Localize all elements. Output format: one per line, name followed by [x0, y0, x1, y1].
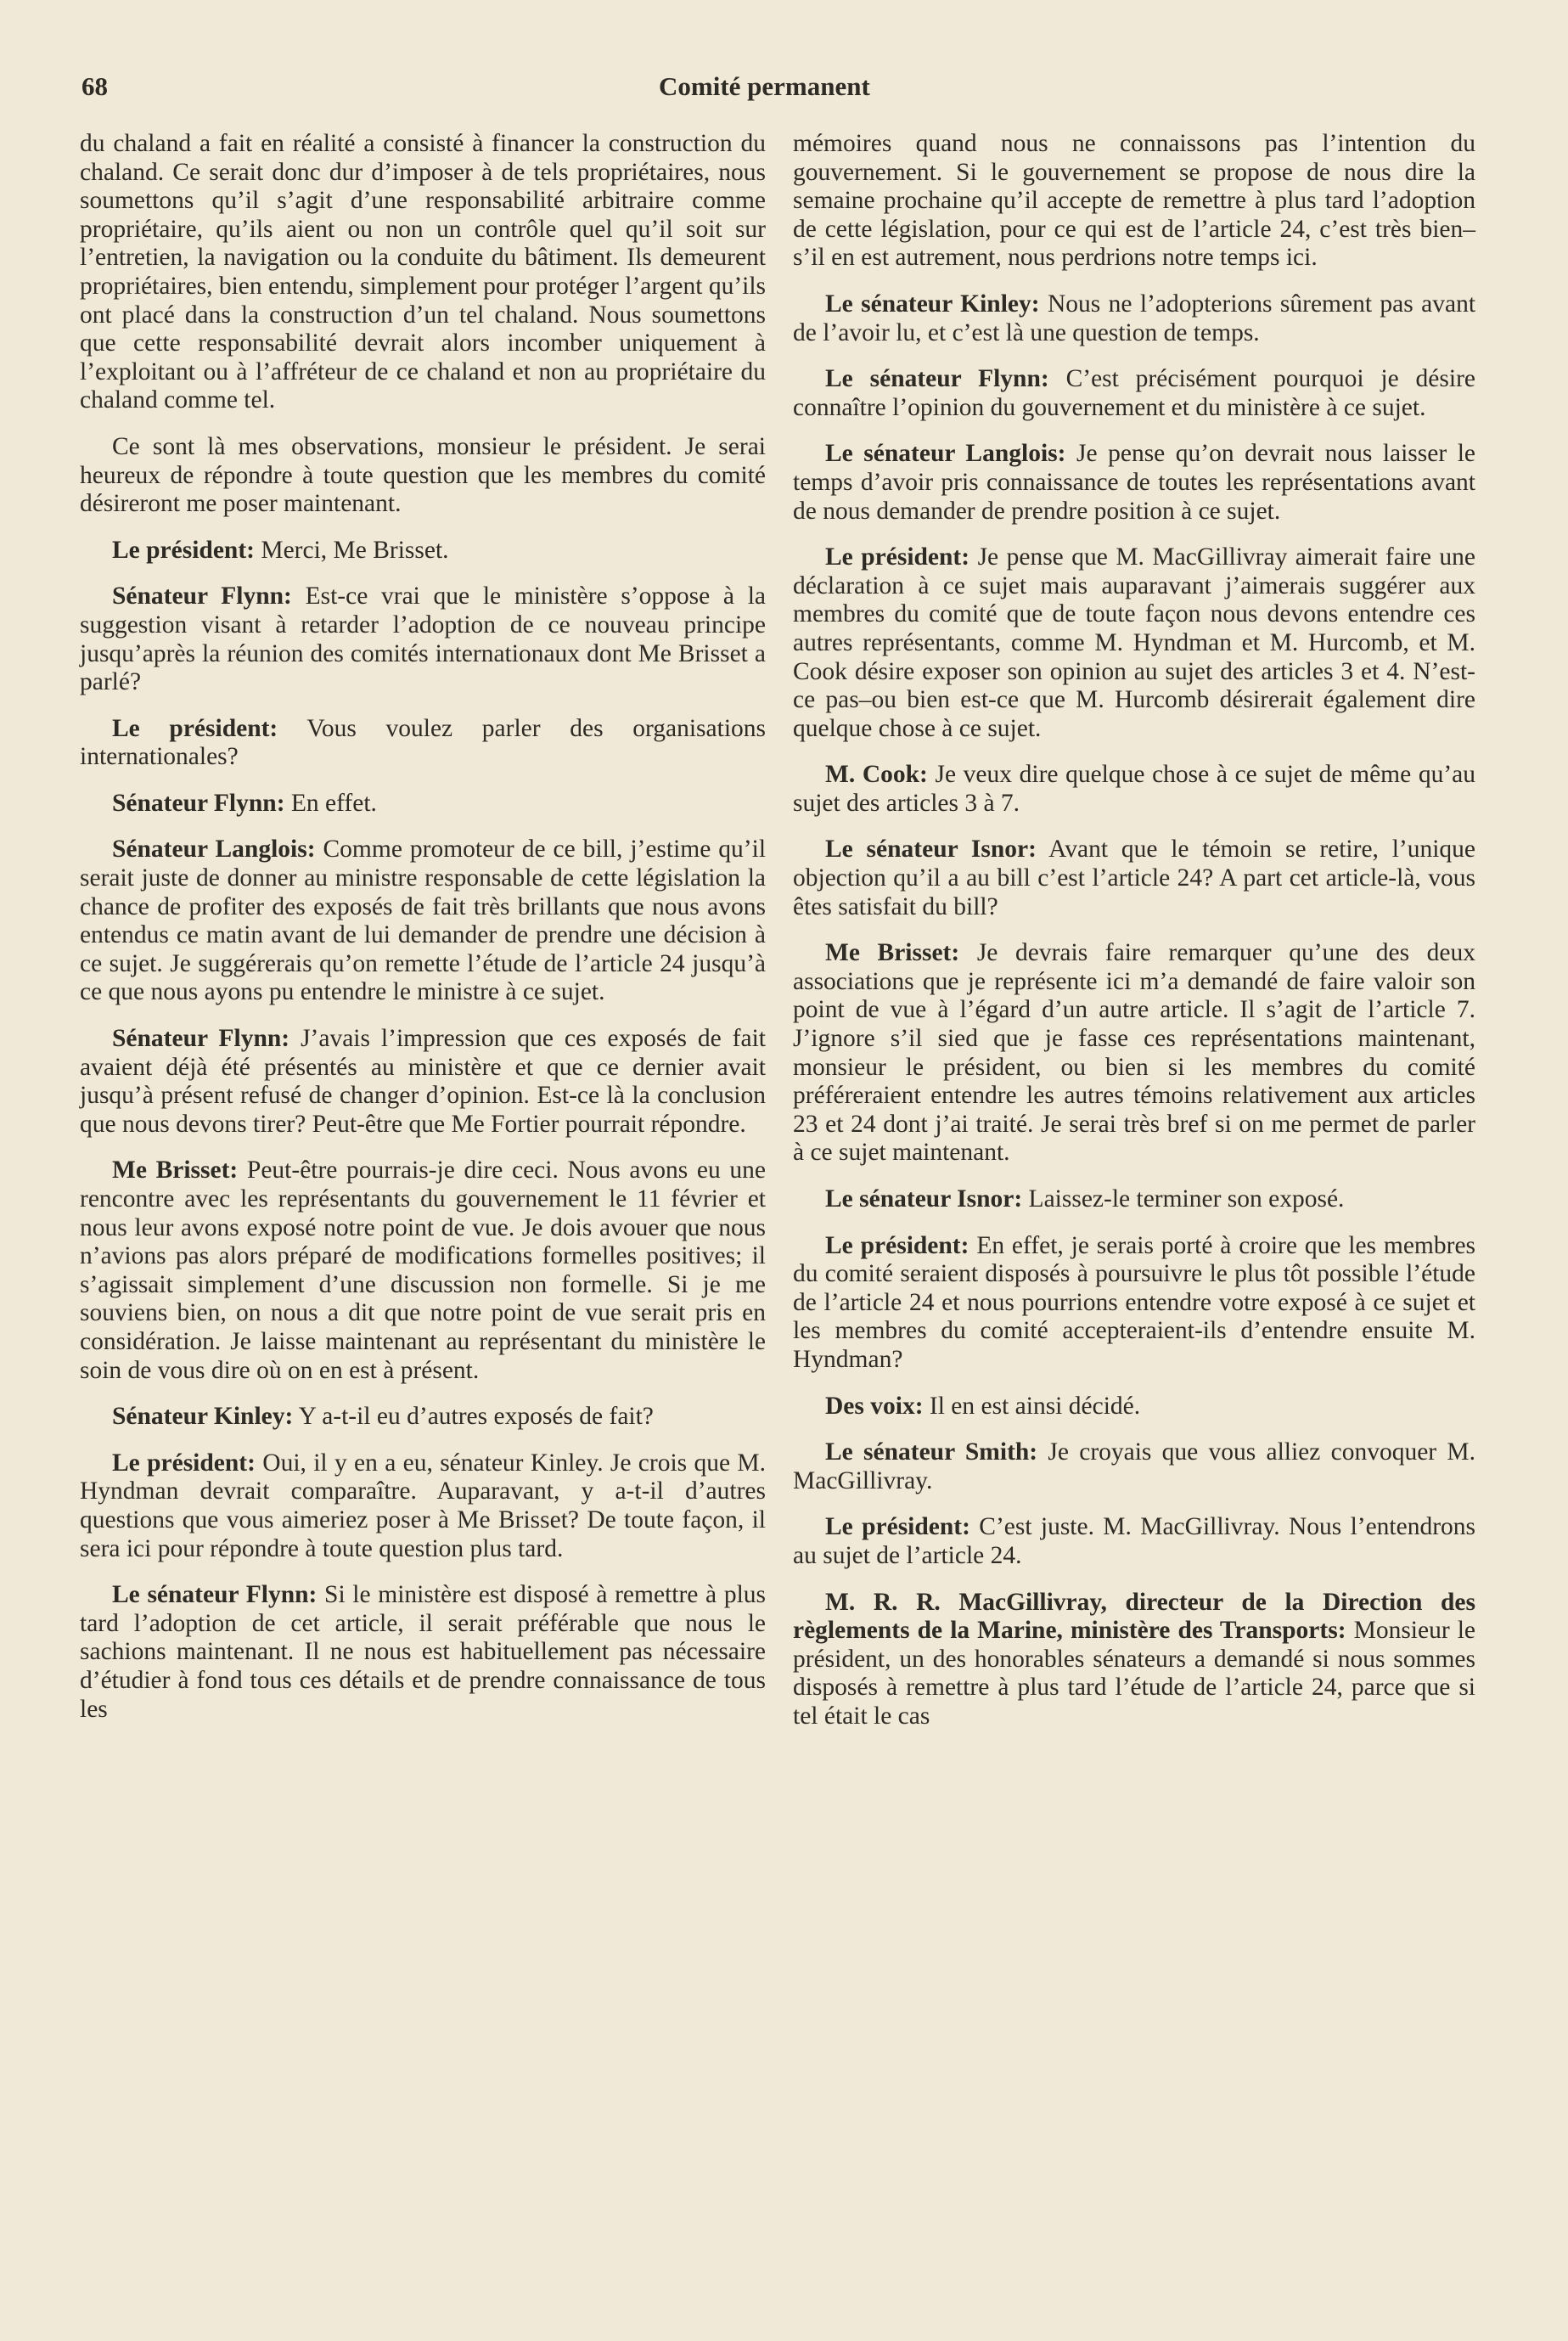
speaker-name: Sénateur Langlois:	[112, 836, 316, 864]
speaker-name: Le sénateur Isnor:	[825, 1185, 1023, 1213]
paragraph	[793, 1185, 1475, 1214]
paragraph	[80, 836, 766, 1007]
paragraph	[80, 130, 766, 415]
paragraph	[80, 433, 766, 519]
speaker-name: Le président:	[825, 1231, 969, 1259]
paragraph-text: Est-ce vrai que le ministère s’oppose à la suggestion visant à retarder l’adoption de ce nouveau principe jusqu’après la réunion des comités internationaux dont Me Brisset a parlé?	[80, 582, 767, 696]
speaker-name: Le sénateur Isnor:	[825, 836, 1037, 864]
paragraph-text: Peut-être pourrais-je dire ceci. Nous avons eu une rencontre avec les représentants du gouvernement le 11 février et nous leur avons exposé notre point de vue. Je dois avouer que nous n’avions pas alors préparé de modifications formelles positives; il s’agissait simplement d’une discussion non formelle. Si je me souviens bien, on nous a dit que notre point de vue serait pris en considération. Je laisse maintenant au représentant du ministère le soin de vous dire où on en est à présent.	[80, 1156, 766, 1384]
speaker-name: Le sénateur Kinley:	[825, 290, 1040, 318]
paragraph-text: Ce sont là mes observations, monsieur le président. Je serai heureux de répondre à toute question que les membres du comité désireront me poser maintenant.	[80, 432, 766, 518]
paragraph	[793, 1393, 1475, 1421]
paragraph-text: Je croyais que vous alliez convoquer M. MacGillivray.	[793, 1438, 1475, 1494]
paragraph-text: Je pense qu’on devrait nous laisser le temps d’avoir pris connaissance de toutes les représentations avant de nous demander de prendre position à ce sujet.	[793, 440, 1475, 525]
paragraph-text: J’avais l’impression que ces exposés de fait avaient déjà été présentés au ministère et que ce dernier avait jusqu’à présent refusé de changer d’opinion. Est-ce là la conclusion que nous devons tirer? Peut-être que Me Fortier pourrait répondre.	[80, 1025, 766, 1138]
running-title: Comité permanent	[659, 71, 870, 101]
page-header	[81, 71, 1482, 110]
paragraph	[793, 761, 1475, 818]
paragraph-text: Je devrais faire remarquer qu’une des deux associations que je représente ici m’a demandé de faire valoir son point de vue à l’égard d’un autre article. Il s’agit de l’article 7. J’ignore s’il sied que je fasse ces représentations maintenant, monsieur le président, ou bien si les membres du comité préféreraient entendre les autres témoins relativement aux articles 23 et 24 dont j’ai traité. Je serai très bref si on me permet de parler à ce sujet maintenant.	[793, 939, 1476, 1167]
paragraph-text: En effet, je serais porté à croire que les membres du comité seraient disposés à poursuivre le plus tôt possible l’étude de l’article 24 et nous pourrions entendre votre exposé à ce sujet et les membres du comité accepteraient-ils d’entendre ensuite M. Hyndman?	[793, 1231, 1476, 1373]
speaker-name: Sénateur Flynn:	[112, 582, 292, 611]
paragraph	[793, 365, 1475, 422]
paragraph	[793, 1513, 1475, 1570]
paragraph-text: Nous ne l’adopterions sûrement pas avant de l’avoir lu, et c’est là une question de temps.	[793, 290, 1476, 346]
paragraph	[80, 1025, 766, 1139]
paragraph	[793, 440, 1475, 526]
paragraph	[80, 790, 766, 819]
paragraph	[793, 836, 1475, 921]
paragraph	[793, 130, 1475, 273]
paragraph	[793, 1438, 1475, 1495]
paragraph-text: mémoires quand nous ne connaissons pas l’intention du gouvernement. Si le gouvernement se propose de nous dire la semaine prochaine qu’il accepte de remettre à plus tard l’adoption de cette législation, pour ce qui est de l’article 24, c’est très bien–s’il en est autrement, nous perdrions notre temps ici.	[793, 130, 1475, 272]
speaker-name: Sénateur Flynn:	[112, 1025, 290, 1053]
paragraph	[80, 1403, 766, 1432]
speaker-name: Le sénateur Flynn:	[825, 365, 1049, 393]
page-number: 68	[81, 71, 108, 101]
speaker-name: M. Cook:	[825, 761, 928, 789]
paragraph	[80, 1581, 766, 1724]
paragraph	[793, 290, 1475, 347]
speaker-name: Le président:	[825, 1513, 970, 1541]
left-column	[80, 130, 766, 1742]
speaker-name: Sénateur Flynn:	[112, 789, 285, 817]
speaker-name: M. R. R. MacGillivray, directeur de la Direction des règlements de la Marine, ministère des Transports:	[793, 1588, 1475, 1645]
paragraph-text: Je pense que M. MacGillivray aimerait faire une déclaration à ce sujet mais auparavant j’aimerais suggérer aux membres du comité que de toute façon nous devons entendre ces autres représentants, comme M. Hyndman et M. Hurcomb, et M. Cook désire exposer son opinion au sujet des articles 3 et 4. N’est-ce pas–ou bien est-ce que M. Hurcomb désirerait également dire quelque chose à ce sujet.	[793, 543, 1476, 742]
speaker-name: Le président:	[112, 1449, 256, 1477]
paragraph-text: C’est précisément pourquoi je désire connaître l’opinion du gouvernement et du ministère à ce sujet.	[793, 365, 1475, 421]
speaker-name: Le président:	[112, 536, 255, 564]
speaker-name: Me Brisset:	[112, 1156, 239, 1185]
paragraph	[793, 939, 1475, 1168]
paragraph	[80, 582, 766, 696]
paragraph	[793, 1232, 1475, 1375]
paragraph-text: Monsieur le président, un des honorables sénateurs a demandé si nous sommes disposés à remettre à plus tard l’étude de l’article 24, parce que si tel était le cas	[793, 1617, 1475, 1730]
paragraph-text: Laissez-le terminer son exposé.	[1028, 1185, 1345, 1213]
paragraph	[80, 1449, 766, 1563]
paragraph-text: Je veux dire quelque chose à ce sujet de même qu’au sujet des articles 3 à 7.	[793, 761, 1475, 817]
paragraph-text: En effet.	[290, 789, 377, 817]
right-column	[793, 130, 1475, 1749]
paragraph-text: Avant que le témoin se retire, l’unique objection qu’il a au bill c’est l’article 24? A part cet article-là, vous êtes satisfait du bill?	[793, 836, 1476, 920]
speaker-name: Le sénateur Flynn:	[112, 1581, 318, 1609]
paragraph-text: Comme promoteur de ce bill, j’estime qu’il serait juste de donner au ministre responsable de cette législation la chance de profiter des exposés de fait très brillants que nous avons entendus ce matin avant de lui demander de prendre une décision à ce sujet. Je suggérerais qu’on remette l’étude de l’article 24 jusqu’à ce que nous ayons pu entendre le ministre à ce sujet.	[80, 836, 767, 1006]
speaker-name: Me Brisset:	[825, 939, 960, 967]
speaker-name: Le président:	[112, 714, 278, 742]
speaker-name: Des voix:	[825, 1392, 924, 1420]
paragraph	[80, 537, 766, 566]
speaker-name: Le sénateur Langlois:	[825, 440, 1066, 468]
paragraph	[80, 1156, 766, 1385]
speaker-name: Le sénateur Smith:	[825, 1438, 1038, 1466]
paragraph	[80, 715, 766, 772]
paragraph-text: Merci, Me Brisset.	[261, 536, 449, 564]
paragraph	[793, 543, 1475, 743]
speaker-name: Sénateur Kinley:	[112, 1403, 294, 1431]
speaker-name: Le président:	[825, 543, 970, 571]
paragraph-text: Y a-t-il eu d’autres exposés de fait?	[298, 1403, 654, 1431]
paragraph-text: C’est juste. M. MacGillivray. Nous l’entendrons au sujet de l’article 24.	[793, 1513, 1476, 1569]
paragraph	[793, 1589, 1475, 1731]
paragraph-text: du chaland a fait en réalité a consisté à financer la construction du chaland. Ce serait donc dur d’imposer à de tels propriétaires, nous soumettons qu’il s’agit d’une responsabilité arbitraire comme propriétaire, qu’ils aient ou non un contrôle quel qu’il soit sur l’entretien, la navigation ou la conduite du bâtiment. Ils demeurent propriétaires, bien entendu, simplement pour protéger l’argent qu’ils ont placé dans la construction d’un tel chaland. Nous soumettons que cette responsabilité devrait alors incomber uniquement à l’exploitant ou à l’affréteur de ce chaland et non au propriétaire du chaland comme tel.	[80, 130, 767, 414]
paragraph-text: Vous voulez parler des organisations internationales?	[80, 714, 766, 771]
paragraph-text: Oui, il y en a eu, sénateur Kinley. Je crois que M. Hyndman devrait comparaître. Auparavant, y a-t-il d’autres questions que vous aimeriez poser à Me Brisset? De toute façon, il sera ici pour répondre à toute question plus tard.	[80, 1449, 767, 1562]
paragraph-text: Si le ministère est disposé à remettre à plus tard l’adoption de cet article, il serait préférable que nous le sachions maintenant. Il ne nous est habituellement pas nécessaire d’étudier à fond tous ces détails et de prendre connaissance de tous les	[80, 1581, 766, 1723]
paragraph-text: Il en est ainsi décidé.	[929, 1392, 1141, 1420]
